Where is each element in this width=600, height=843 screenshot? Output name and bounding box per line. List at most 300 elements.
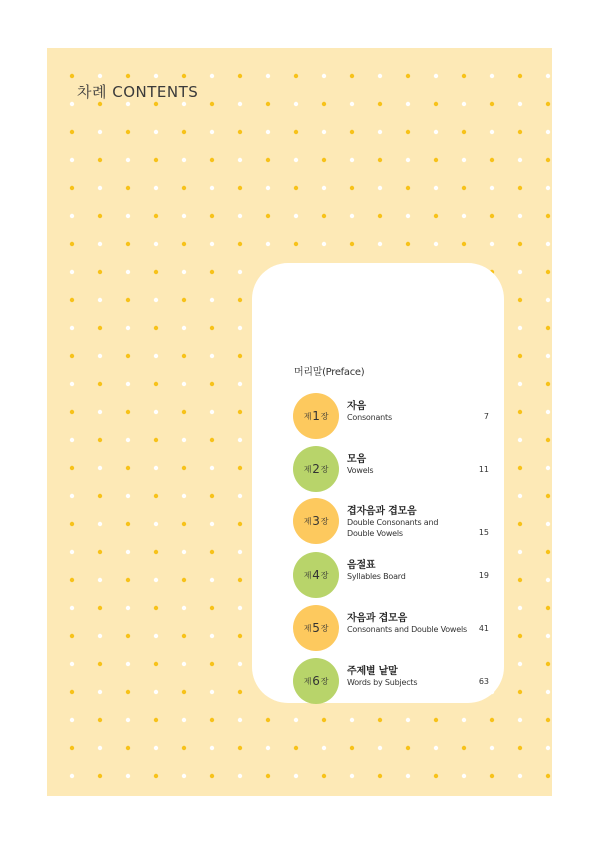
background-dot: [98, 214, 102, 218]
background-dot: [322, 130, 326, 134]
background-dot: [98, 718, 102, 722]
background-dot: [126, 606, 130, 610]
background-dot: [378, 186, 382, 190]
background-dot: [238, 662, 242, 666]
chapter-badge: [293, 605, 339, 651]
badge-suffix: 장: [320, 464, 329, 474]
background-dot: [126, 662, 130, 666]
background-dot: [546, 242, 550, 246]
background-dot: [266, 746, 270, 750]
background-dot: [98, 774, 102, 778]
background-dot: [518, 466, 522, 470]
background-dot: [490, 186, 494, 190]
background-dot: [154, 354, 158, 358]
background-dot: [294, 102, 298, 106]
background-dot: [322, 102, 326, 106]
background-dot: [210, 606, 214, 610]
background-dot: [434, 158, 438, 162]
background-dot: [518, 102, 522, 106]
background-dot: [294, 158, 298, 162]
background-dot: [518, 354, 522, 358]
background-dot: [70, 522, 74, 526]
background-dot: [210, 102, 214, 106]
background-dot: [462, 102, 466, 106]
background-dot: [490, 130, 494, 134]
background-dot: [238, 130, 242, 134]
background-dot: [182, 130, 186, 134]
chapter-title: 음절표: [347, 560, 376, 571]
background-dot: [518, 634, 522, 638]
background-dot: [98, 382, 102, 386]
background-dot: [546, 550, 550, 554]
background-dot: [182, 410, 186, 414]
background-dot: [238, 102, 242, 106]
background-dot: [238, 550, 242, 554]
background-dot: [546, 718, 550, 722]
background-dot: [126, 410, 130, 414]
badge-suffix: 장: [320, 623, 329, 633]
badge-prefix: 제: [303, 516, 312, 526]
background-dot: [70, 242, 74, 246]
badge-suffix: 장: [320, 411, 329, 421]
background-dot: [210, 130, 214, 134]
background-dot: [546, 354, 550, 358]
background-dot: [126, 718, 130, 722]
background-dot: [70, 74, 74, 78]
background-dot: [546, 410, 550, 414]
background-dot: [126, 130, 130, 134]
background-dot: [406, 746, 410, 750]
background-dot: [238, 634, 242, 638]
badge-prefix: 제: [303, 623, 312, 633]
background-dot: [154, 690, 158, 694]
background-dot: [546, 662, 550, 666]
background-dot: [546, 102, 550, 106]
background-dot: [70, 494, 74, 498]
badge-prefix: 제: [303, 411, 312, 421]
background-dot: [406, 214, 410, 218]
background-dot: [98, 634, 102, 638]
background-dot: [210, 634, 214, 638]
background-dot: [238, 214, 242, 218]
background-dot: [378, 746, 382, 750]
background-dot: [406, 242, 410, 246]
background-dot: [70, 774, 74, 778]
background-dot: [406, 74, 410, 78]
background-dot: [266, 186, 270, 190]
background-dot: [350, 242, 354, 246]
chapter-page-number: 7: [483, 412, 489, 421]
badge-prefix: 제: [303, 676, 312, 686]
background-dot: [154, 242, 158, 246]
background-dot: [126, 270, 130, 274]
background-dot: [546, 186, 550, 190]
badge-number: 6: [312, 674, 320, 688]
background-dot: [126, 354, 130, 358]
background-dot: [518, 214, 522, 218]
background-dot: [546, 298, 550, 302]
toc-chapter-5[interactable]: [293, 605, 493, 653]
background-dot: [70, 214, 74, 218]
background-dot: [182, 774, 186, 778]
background-dot: [350, 774, 354, 778]
badge-number: 4: [312, 568, 320, 582]
background-dot: [154, 186, 158, 190]
background-dot: [546, 634, 550, 638]
background-dot: [126, 298, 130, 302]
background-dot: [518, 410, 522, 414]
background-dot: [462, 130, 466, 134]
background-dot: [154, 606, 158, 610]
background-dot: [70, 130, 74, 134]
chapter-page-number: 41: [478, 624, 489, 633]
background-dot: [154, 382, 158, 386]
background-dot: [434, 718, 438, 722]
background-dot: [210, 410, 214, 414]
background-dot: [182, 494, 186, 498]
background-dot: [406, 718, 410, 722]
background-dot: [378, 242, 382, 246]
background-dot: [322, 746, 326, 750]
background-dot: [462, 186, 466, 190]
background-dot: [546, 74, 550, 78]
background-dot: [322, 718, 326, 722]
chapter-badge: [293, 658, 339, 704]
background-dot: [154, 746, 158, 750]
background-dot: [210, 578, 214, 582]
background-dot: [154, 74, 158, 78]
chapter-page-number: 11: [478, 465, 489, 474]
background-dot: [238, 326, 242, 330]
toc-chapter-4[interactable]: [293, 552, 493, 600]
background-dot: [294, 186, 298, 190]
background-dot: [350, 158, 354, 162]
background-dot: [490, 242, 494, 246]
background-dot: [546, 214, 550, 218]
background-dot: [210, 718, 214, 722]
badge-prefix: 제: [303, 464, 312, 474]
background-dot: [98, 494, 102, 498]
background-dot: [70, 186, 74, 190]
background-dot: [154, 410, 158, 414]
background-dot: [98, 74, 102, 78]
background-dot: [126, 158, 130, 162]
chapter-subtitle: Vowels: [347, 466, 374, 475]
background-dot: [182, 634, 186, 638]
background-dot: [322, 774, 326, 778]
background-dot: [518, 438, 522, 442]
background-dot: [238, 410, 242, 414]
background-dot: [182, 74, 186, 78]
background-dot: [546, 130, 550, 134]
background-dot: [154, 102, 158, 106]
background-dot: [490, 718, 494, 722]
background-dot: [266, 718, 270, 722]
background-dot: [462, 74, 466, 78]
background-dot: [126, 690, 130, 694]
background-dot: [490, 746, 494, 750]
background-dot: [210, 466, 214, 470]
background-dot: [98, 522, 102, 526]
background-dot: [518, 242, 522, 246]
background-dot: [126, 578, 130, 582]
background-dot: [238, 270, 242, 274]
background-dot: [518, 662, 522, 666]
badge-number: 2: [312, 462, 320, 476]
toc-preface[interactable]: 머리말(Preface): [294, 367, 365, 378]
background-dot: [238, 718, 242, 722]
background-dot: [154, 130, 158, 134]
background-dot: [182, 438, 186, 442]
background-dot: [518, 578, 522, 582]
background-dot: [98, 354, 102, 358]
background-dot: [154, 158, 158, 162]
background-dot: [490, 158, 494, 162]
background-dot: [294, 718, 298, 722]
background-dot: [98, 550, 102, 554]
background-dot: [98, 606, 102, 610]
background-dot: [350, 746, 354, 750]
background-dot: [210, 158, 214, 162]
page-title: 차례 CONTENTS: [77, 83, 199, 101]
background-dot: [238, 298, 242, 302]
background-dot: [98, 438, 102, 442]
contents-page: [47, 48, 552, 796]
background-dot: [238, 774, 242, 778]
badge-prefix: 제: [303, 570, 312, 580]
background-dot: [98, 578, 102, 582]
background-dot: [238, 186, 242, 190]
background-dot: [182, 662, 186, 666]
background-dot: [546, 270, 550, 274]
background-dot: [210, 690, 214, 694]
background-dot: [518, 298, 522, 302]
badge-suffix: 장: [320, 516, 329, 526]
toc-chapter-2[interactable]: [293, 446, 493, 494]
background-dot: [490, 214, 494, 218]
background-dot: [462, 214, 466, 218]
background-dot: [490, 102, 494, 106]
background-dot: [126, 102, 130, 106]
background-dot: [518, 270, 522, 274]
background-dot: [182, 718, 186, 722]
chapter-page-number: 15: [478, 528, 489, 537]
background-dot: [546, 774, 550, 778]
background-dot: [126, 242, 130, 246]
background-dot: [434, 746, 438, 750]
background-dot: [154, 662, 158, 666]
background-dot: [294, 74, 298, 78]
background-dot: [378, 214, 382, 218]
background-dot: [546, 382, 550, 386]
background-dot: [98, 662, 102, 666]
background-dot: [210, 186, 214, 190]
background-dot: [490, 774, 494, 778]
background-dot: [546, 494, 550, 498]
background-dot: [546, 158, 550, 162]
chapter-badge: [293, 498, 339, 544]
background-dot: [126, 214, 130, 218]
chapter-subtitle: Double Consonants and Double Vowels: [347, 518, 439, 538]
background-dot: [182, 186, 186, 190]
background-dot: [70, 550, 74, 554]
background-dot: [98, 326, 102, 330]
toc-card: [252, 263, 504, 703]
background-dot: [434, 102, 438, 106]
background-dot: [182, 242, 186, 246]
background-dot: [462, 718, 466, 722]
background-dot: [182, 578, 186, 582]
background-dot: [490, 74, 494, 78]
background-dot: [322, 74, 326, 78]
background-dot: [546, 522, 550, 526]
background-dot: [70, 662, 74, 666]
background-dot: [70, 634, 74, 638]
chapter-title: 모음: [347, 454, 366, 465]
background-dot: [154, 466, 158, 470]
background-dot: [434, 774, 438, 778]
background-dot: [294, 130, 298, 134]
background-dot: [154, 270, 158, 274]
background-dot: [70, 746, 74, 750]
background-dot: [322, 158, 326, 162]
background-dot: [154, 438, 158, 442]
background-dot: [126, 494, 130, 498]
background-dot: [98, 186, 102, 190]
background-dot: [210, 354, 214, 358]
background-dot: [378, 74, 382, 78]
background-dot: [238, 382, 242, 386]
background-dot: [518, 158, 522, 162]
background-dot: [378, 774, 382, 778]
chapter-page-number: 19: [478, 571, 489, 580]
background-dot: [238, 158, 242, 162]
background-dot: [350, 186, 354, 190]
background-dot: [98, 410, 102, 414]
background-dot: [322, 242, 326, 246]
background-dot: [126, 382, 130, 386]
background-dot: [98, 242, 102, 246]
background-dot: [154, 718, 158, 722]
background-dot: [238, 606, 242, 610]
background-dot: [434, 130, 438, 134]
background-dot: [518, 774, 522, 778]
background-dot: [518, 382, 522, 386]
background-dot: [210, 326, 214, 330]
background-dot: [434, 214, 438, 218]
badge-number: 5: [312, 621, 320, 635]
background-dot: [238, 438, 242, 442]
background-dot: [266, 158, 270, 162]
badge-number: 3: [312, 514, 320, 528]
background-dot: [154, 522, 158, 526]
background-dot: [98, 746, 102, 750]
background-dot: [126, 74, 130, 78]
background-dot: [182, 606, 186, 610]
background-dot: [350, 718, 354, 722]
background-dot: [406, 186, 410, 190]
badge-suffix: 장: [320, 570, 329, 580]
background-dot: [210, 242, 214, 246]
background-dot: [238, 746, 242, 750]
background-dot: [266, 214, 270, 218]
background-dot: [350, 102, 354, 106]
background-dot: [70, 578, 74, 582]
background-dot: [266, 130, 270, 134]
background-dot: [406, 130, 410, 134]
background-dot: [182, 690, 186, 694]
chapter-badge: [293, 552, 339, 598]
background-dot: [98, 690, 102, 694]
toc-chapter-3[interactable]: [293, 498, 493, 546]
background-dot: [126, 466, 130, 470]
background-dot: [70, 326, 74, 330]
background-dot: [154, 634, 158, 638]
background-dot: [294, 774, 298, 778]
background-dot: [238, 466, 242, 470]
background-dot: [70, 158, 74, 162]
chapter-badge: [293, 393, 339, 439]
background-dot: [378, 102, 382, 106]
background-dot: [518, 606, 522, 610]
background-dot: [518, 74, 522, 78]
chapter-subtitle: Syllables Board: [347, 572, 406, 581]
background-dot: [70, 718, 74, 722]
background-dot: [546, 690, 550, 694]
toc-chapter-1[interactable]: [293, 393, 493, 441]
background-dot: [98, 102, 102, 106]
background-dot: [238, 690, 242, 694]
background-dot: [546, 466, 550, 470]
chapter-title: 겹자음과 겹모음: [347, 506, 417, 517]
background-dot: [294, 214, 298, 218]
toc-chapter-6[interactable]: [293, 658, 493, 706]
background-dot: [98, 130, 102, 134]
chapter-title: 주제별 낱말: [347, 666, 398, 677]
background-dot: [126, 550, 130, 554]
background-dot: [126, 186, 130, 190]
background-dot: [378, 130, 382, 134]
background-dot: [98, 270, 102, 274]
background-dot: [126, 746, 130, 750]
chapter-subtitle: Consonants and Double Vowels: [347, 625, 467, 634]
background-dot: [182, 466, 186, 470]
background-dot: [154, 298, 158, 302]
background-dot: [126, 326, 130, 330]
background-dot: [182, 214, 186, 218]
background-dot: [70, 354, 74, 358]
chapter-page-number: 63: [478, 677, 489, 686]
background-dot: [182, 382, 186, 386]
background-dot: [266, 102, 270, 106]
background-dot: [350, 214, 354, 218]
background-dot: [518, 522, 522, 526]
background-dot: [70, 270, 74, 274]
background-dot: [210, 438, 214, 442]
background-dot: [154, 550, 158, 554]
background-dot: [406, 102, 410, 106]
background-dot: [182, 270, 186, 274]
background-dot: [182, 102, 186, 106]
background-dot: [70, 410, 74, 414]
background-dot: [238, 522, 242, 526]
background-dot: [518, 326, 522, 330]
background-dot: [462, 746, 466, 750]
background-dot: [126, 522, 130, 526]
background-dot: [546, 438, 550, 442]
background-dot: [210, 214, 214, 218]
background-dot: [154, 326, 158, 330]
